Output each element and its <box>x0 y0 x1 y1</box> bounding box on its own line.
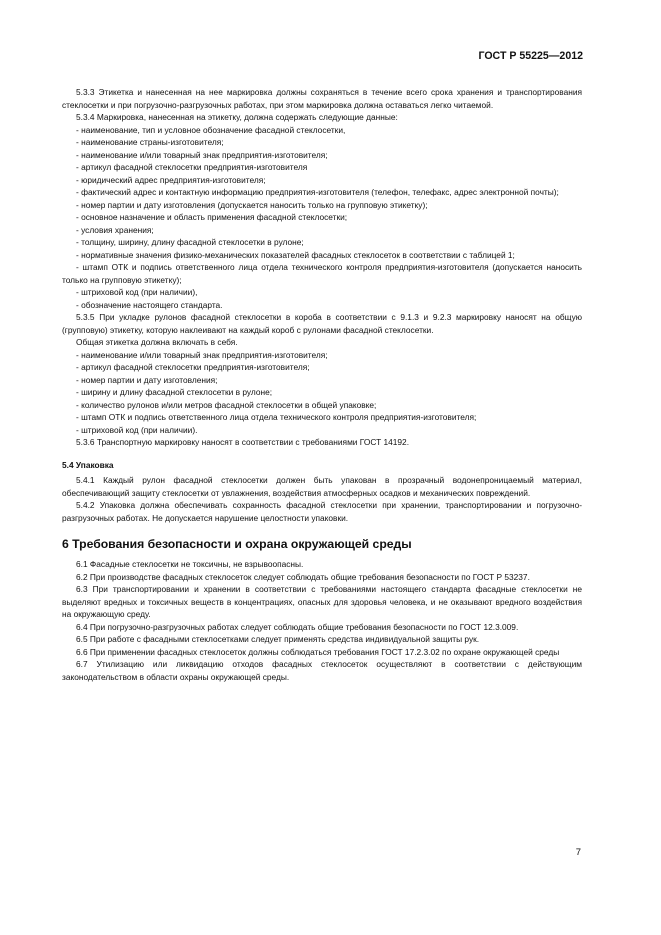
paragraph: - условия хранения; <box>76 224 154 235</box>
paragraph: 5.3.3 Этикетка и нанесенная на нее маркировка должны сохраняться в течение всего срока хранения и транспортирования стеклосетки и при погрузочно-разгрузочных работах, при этом маркировка должна оставаться легко читаемой. <box>62 87 582 110</box>
paragraph: - наименование, тип и условное обозначение фасадной стеклосетки, <box>76 124 346 135</box>
paragraph: - штамп ОТК и подпись ответственного лица отдела технического контроля предприятия-изготовителя (допускается наносить только на групповую этикетку); <box>62 262 582 285</box>
paragraph: - юридический адрес предприятия-изготовителя; <box>76 174 266 185</box>
paragraph: 6.4 При погрузочно-разгрузочных работах следует соблюдать общие требования безопасности по ГОСТ 12.3.009. <box>76 621 519 632</box>
paragraph: 6.6 При применении фасадных стеклосеток должны соблюдаться требования ГОСТ 17.2.3.02 по охране окружающей среды <box>76 646 560 657</box>
subsection-heading: 5.4 Упаковка <box>62 459 114 470</box>
paragraph: 6.5 При работе с фасадными стеклосетками следует применять средства индивидуальной защиты рук. <box>76 634 480 644</box>
paragraph: - толщину, ширину, длину фасадной стеклосетки в рулоне; <box>76 237 304 247</box>
paragraph: 6.2 При производстве фасадных стеклосеток следует соблюдать общие требования безопасности по ГОСТ Р 53237. <box>76 571 530 582</box>
paragraph: - штриховой код (при наличии), <box>76 287 198 297</box>
paragraph: 6.1 Фасадные стеклосетки не токсичны, не взрывоопасны. <box>76 559 304 569</box>
paragraph: 5.3.4 Маркировка, нанесенная на этикетку, должна содержать следующие данные: <box>76 112 398 122</box>
paragraph: 5.4.1 Каждый рулон фасадной стеклосетки должен быть упакован в прозрачный водонепроницаемый материал, обеспечивающий защиту стеклосетки от увлажнения, воздействия атмосферных осадков и механических повреждений. <box>62 475 582 498</box>
paragraph: 5.4.2 Упаковка должна обеспечивать сохранность фасадной стеклосетки при хранении, транспортировании и погрузочно-разгрузочных работах. Не допускается нарушение целостности упаковки. <box>62 500 582 523</box>
paragraph: - нормативные значения физико-механических показателей фасадных стеклосеток в соответствии с таблицей 1; <box>76 249 515 260</box>
paragraph: - штамп ОТК и подпись ответственного лица отдела технического контроля предприятия-изготовителя; <box>76 412 477 422</box>
paragraph: Общая этикетка должна включать в себя. <box>76 337 238 347</box>
paragraph: - артикул фасадной стеклосетки предприятия-изготовителя <box>76 162 308 172</box>
paragraph: - наименование и/или товарный знак предприятия-изготовителя; <box>76 149 328 160</box>
paragraph: - основное назначение и область применения фасадной стеклосетки; <box>76 212 348 222</box>
paragraph: - наименование и/или товарный знак предприятия-изготовителя; <box>76 349 328 360</box>
paragraph: - артикул фасадной стеклосетки предприятия-изготовителя; <box>76 362 310 372</box>
paragraph: - фактический адрес и контактную информацию предприятия-изготовителя (телефон, телефакс, адрес электронной почты); <box>76 187 559 197</box>
paragraph: 6.3 При транспортировании и хранении в соответствии с требованиями настоящего стандарта фасадные стеклосетки не выделяют вредных и токсичных веществ в концентрациях, опасных для здоровья человека, и не оказывают вредного воздействия на окружающую среду. <box>62 584 582 619</box>
paragraph: 5.3.5 При укладке рулонов фасадной стеклосетки в короба в соответствии с 9.1.3 и 9.2.3 маркировку наносят на общую (групповую) этикетку, которую наклеивают на каждый короб с рулонами фасадной стеклосетки. <box>62 312 582 335</box>
section-heading: 6 Требования безопасности и охрана окружающей среды <box>62 537 412 551</box>
paragraph: 5.3.6 Транспортную маркировку наносят в соответствии с требованиями ГОСТ 14192. <box>76 437 410 447</box>
paragraph: - номер партии и дату изготовления (допускается наносить только на групповую этикетку); <box>76 199 428 210</box>
paragraph: - штриховой код (при наличии). <box>76 424 198 435</box>
paragraph: - номер партии и дату изготовления; <box>76 374 218 385</box>
paragraph: - ширину и длину фасадной стеклосетки в рулоне; <box>76 387 273 397</box>
standard-header: ГОСТ Р 55225—2012 <box>478 50 583 62</box>
paragraph: 6.7 Утилизацию или ликвидацию отходов фасадных стеклосеток осуществляют в соответствии с действующим законодательством в области охраны окружающей среды. <box>62 659 582 682</box>
paragraph: - обозначение настоящего стандарта. <box>76 299 223 310</box>
document-body <box>62 86 582 683</box>
page-number: 7 <box>575 847 581 858</box>
paragraph: - наименование страны-изготовителя; <box>76 137 224 147</box>
paragraph: - количество рулонов и/или метров фасадной стеклосетки в общей упаковке; <box>76 399 377 410</box>
